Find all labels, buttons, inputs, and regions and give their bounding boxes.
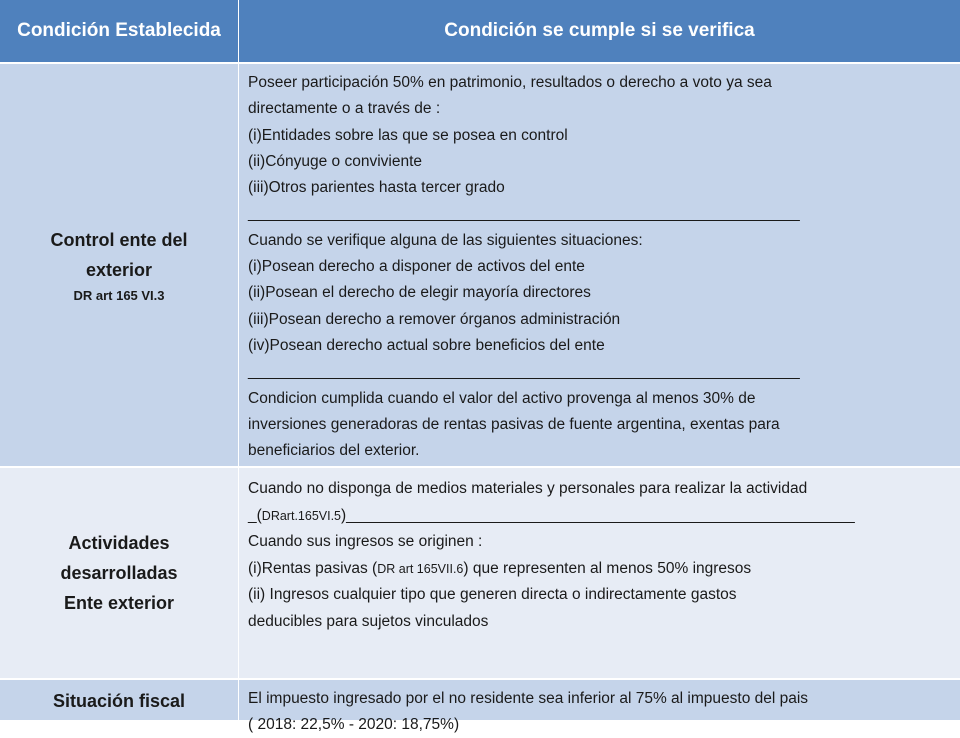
row-description-control-ente (239, 64, 960, 468)
description-line: (ii)Posean el derecho de elegir mayoría directores (248, 284, 591, 302)
header-condition-verified: Condición se cumple si se verifica (239, 0, 960, 64)
description-line: Cuando se verifique alguna de las siguientes situaciones: (248, 231, 643, 249)
description-line: (iii)Otros parientes hasta tercer grado (248, 179, 505, 197)
description-line: beneficiarios del exterior. (248, 442, 420, 460)
header-condition-established: Condición Establecida (0, 0, 239, 64)
line-text: (i)Rentas pasivas ( (248, 559, 378, 577)
description-line: El impuesto ingresado por el no residente sea inferior al 75% al impuesto del pais (248, 690, 809, 707)
row-description-actividades (239, 468, 960, 680)
row-title-line: Actividades (68, 533, 170, 553)
row-title-line: Control ente del (50, 230, 188, 250)
description-line: (iii)Posean derecho a remover órganos administración (248, 310, 621, 328)
line-text: ) que representen al menos 50% ingresos (463, 559, 752, 577)
description-line: (iv)Posean derecho actual sobre beneficios del ente (248, 336, 605, 354)
description-line: (i)Entidades sobre las que se posea en control (248, 126, 568, 144)
legal-reference: DRart.165VI.5 (261, 508, 342, 523)
description-line: (ii)Cónyuge o conviviente (248, 152, 423, 170)
row-title-line: Ente exterior (63, 593, 175, 613)
separator-prefix: _( (248, 506, 262, 524)
description-line: inversiones generadoras de rentas pasivas de fuente argentina, exentas para (248, 415, 780, 433)
table-header (0, 0, 960, 64)
description-line: deducibles para sujetos vinculados (248, 612, 489, 630)
table-row-situacion-fiscal (0, 680, 960, 733)
row-description-situacion-fiscal (239, 680, 960, 733)
row-label-actividades (0, 468, 239, 680)
separator-line: ________________________________________________________________ (248, 363, 800, 381)
description-line (248, 556, 942, 583)
description-line: Condicion cumplida cuando el valor del activo provenga al menos 30% de (248, 389, 756, 407)
row-title-line: Situación fiscal (52, 691, 186, 711)
row-legal-reference: DR art 165 VI.3 (73, 288, 165, 303)
table-row-actividades (0, 468, 960, 680)
row-title-line: exterior (85, 260, 153, 280)
separator-suffix: )___________________________________________________________ (341, 506, 855, 524)
row-title-line: desarrolladas (60, 563, 178, 583)
description-line: Cuando no disponga de medios materiales y personales para realizar la actividad (248, 480, 808, 497)
description-line: (i)Posean derecho a disponer de activos del ente (248, 258, 585, 276)
row-label-situacion-fiscal (0, 680, 239, 720)
description-line (248, 503, 942, 530)
description-line: (ii) Ingresos cualquier tipo que generen directa o indirectamente gastos (248, 586, 737, 603)
description-line: Cuando sus ingresos se originen : (248, 533, 483, 550)
separator-line: ________________________________________________________________ (248, 205, 800, 223)
row-label-control-ente (0, 64, 239, 468)
description-line: directamente o a través de : (248, 100, 441, 118)
legal-reference: DR art 165VII.6 (377, 561, 464, 576)
table-row-control-ente (0, 64, 960, 468)
description-line: ( 2018: 22,5% - 2020: 18,75%) (248, 716, 460, 733)
description-line: Poseer participación 50% en patrimonio, resultados o derecho a voto ya sea (248, 74, 772, 91)
